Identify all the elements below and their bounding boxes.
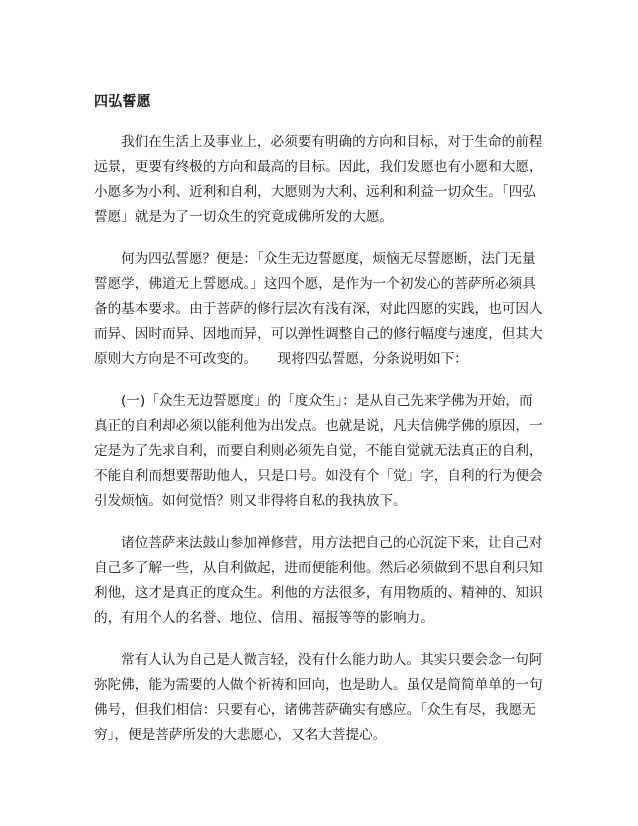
text-line: 诸位菩萨来法鼓山参加禅修营，用方法把自己的心沉淀下来，让自己对	[121, 535, 543, 551]
text-line: 何为四弘誓愿？便是：「众生无边誓愿度，烦恼无尽誓愿断，法门无量	[121, 251, 536, 267]
text-line: 佛号，但我们相信：只要有心，诸佛菩萨确实有感应。「众生有尽，我愿无	[94, 702, 536, 718]
text-line: 的，有用个人的名誉、地位、信用、福报等等的影响力。	[94, 610, 434, 626]
text-line: 利他，这才是真正的度众生。利他的方法很多，有用物质的、精神的、知识	[94, 585, 543, 601]
paragraph-4	[94, 531, 550, 631]
paragraph-5	[94, 648, 550, 748]
document-page	[94, 92, 550, 765]
text-line: 不能自利而想要帮助他人，只是口号。如没有个「觉」字，自利的行为便会	[94, 468, 543, 484]
text-line: (一)「众生无边誓愿度」的「度众生」：是从自己先来学佛为开始，而	[121, 393, 533, 409]
text-line: 而异、因时而异、因地而异，可以弹性调整自己的修行幅度与速度，但其大	[94, 326, 543, 342]
text-line: 弥陀佛，能为需要的人做个祈祷和回向，也是助人。虽仅是简简单单的一句	[94, 677, 543, 693]
text-line: 穷」，便是菩萨所发的大悲愿心，又名大菩提心。	[94, 727, 387, 743]
text-line: 真正的自利却必须以能利他为出发点。也就是说，凡夫信佛学佛的原因，一	[94, 418, 543, 434]
text-line: 备的基本要求。由于菩萨的修行层次有浅有深，对此四愿的实践，也可因人	[94, 301, 543, 317]
paragraph-2	[94, 247, 550, 372]
paragraph-1	[94, 130, 550, 230]
text-line: 常有人认为自己是人微言轻，没有什么能力助人。其实只要会念一句阿	[121, 652, 543, 668]
text-line: 引发烦恼。如何觉悟？则又非得将自私的我执放下。	[94, 493, 407, 509]
text-line: 小愿多为小利、近利和自利，大愿则为大利、远利和利益一切众生。「四弘	[94, 184, 536, 200]
text-line: 原则大方向是不可改变的。 现将四弘誓愿，分条说明如下：	[94, 351, 468, 367]
text-line: 我们在生活上及事业上，必须要有明确的方向和目标，对于生命的前程	[121, 134, 543, 150]
document-title: 四弘誓愿	[94, 94, 151, 110]
text-line: 定是为了先求自利，而要自利则必须先自觉，不能自觉就无法真正的自利，	[94, 443, 543, 459]
text-line: 自己多了解一些，从自利做起，进而便能利他。然后必须做到不思自利只知	[94, 560, 543, 576]
paragraph-3	[94, 389, 550, 514]
text-line: 远景，更要有终极的方向和最高的目标。因此，我们发愿也有小愿和大愿，	[94, 159, 543, 175]
text-line: 誓愿」就是为了一切众生的究竟成佛所发的大愿。	[94, 209, 394, 225]
text-line: 誓愿学，佛道无上誓愿成。」这四个愿，是作为一个初发心的菩萨所必须具	[94, 276, 536, 292]
